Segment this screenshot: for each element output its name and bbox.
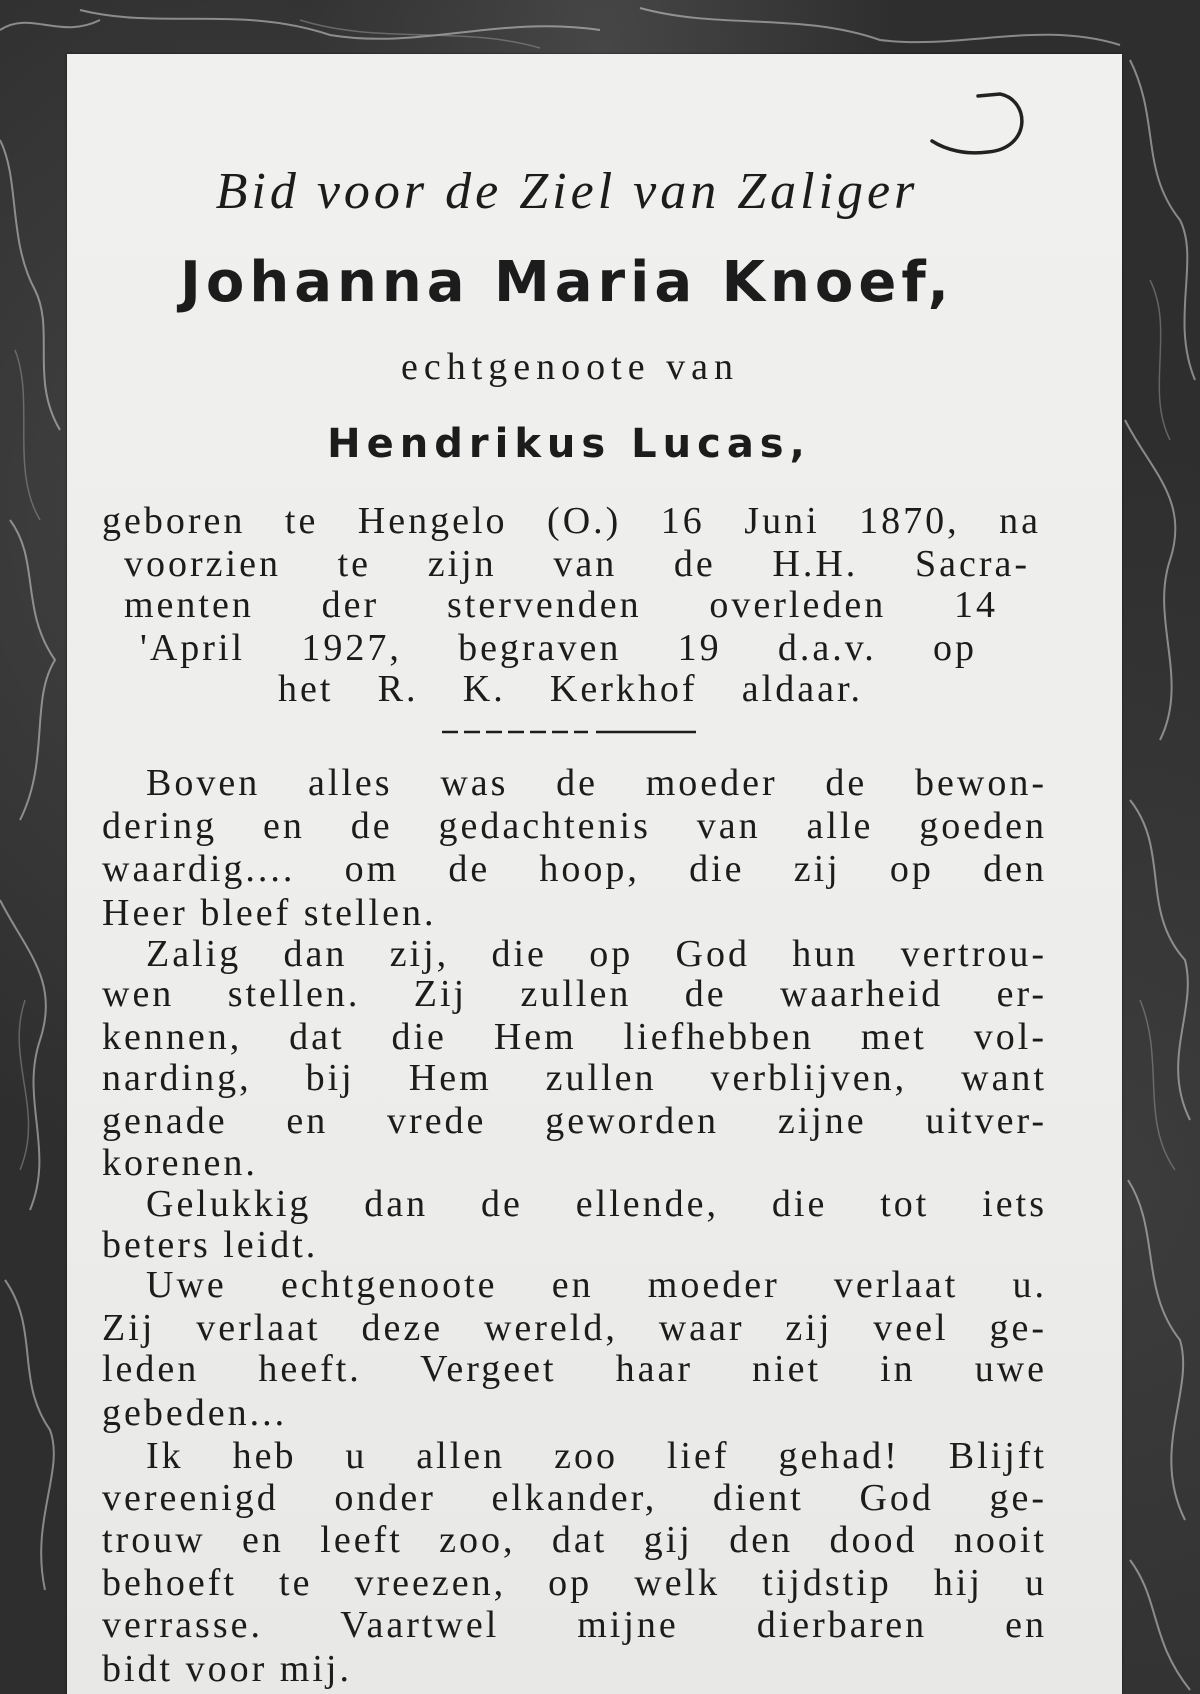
detail-line: 'April 1927, begraven 19 d.a.v. op [140, 627, 977, 669]
body-line: dering en de gedachtenis van alle goeden [102, 805, 1047, 847]
divider-rule [430, 722, 710, 742]
body-line: verrasse. Vaartwel mijne dierbaren en [102, 1604, 1047, 1646]
body-line: leden heeft. Vergeet haar niet in uwe [102, 1348, 1047, 1390]
body-line: gebeden... [102, 1392, 288, 1434]
body-line: vereenigd onder elkander, dient God ge- [102, 1477, 1047, 1519]
body-line: behoeft te vreezen, op welk tijdstip hij u [102, 1562, 1047, 1604]
detail-line: voorzien te zijn van de H.H. Sacra- [124, 543, 1030, 585]
body-line: trouw en leeft zoo, dat gij den dood nooit [102, 1519, 1047, 1561]
body-line: Heer bleef stellen. [102, 892, 437, 934]
handwritten-mark [920, 80, 1040, 170]
body-line: korenen. [102, 1142, 258, 1184]
body-line: beters leidt. [102, 1224, 319, 1266]
card-heading: Bid voor de Ziel van Zaliger [215, 163, 919, 220]
detail-line: het R. K. Kerkhof aldaar. [278, 668, 863, 710]
body-line: bidt voor mij. [102, 1648, 352, 1690]
body-line: genade en vrede geworden zijne uitver- [102, 1100, 1047, 1142]
body-line: Uwe echtgenoote en moeder verlaat u. [146, 1264, 1047, 1306]
detail-line: menten der stervenden overleden 14 [124, 584, 998, 626]
relation-text: echtgenoote van [401, 346, 739, 388]
body-line: Ik heb u allen zoo lief gehad! Blijft [146, 1435, 1047, 1477]
body-line: waardig.... om de hoop, die zij op den [102, 848, 1047, 890]
body-line: Zij verlaat deze wereld, waar zij veel ge- [102, 1307, 1047, 1349]
spouse-name: Hendrikus Lucas, [327, 421, 811, 467]
body-line: kennen, dat die Hem liefhebben met vol- [102, 1016, 1047, 1058]
body-line: Boven alles was de moeder de bewon- [146, 762, 1047, 804]
body-line: Zalig dan zij, die op God hun vertrou- [146, 933, 1047, 975]
body-line: wen stellen. Zij zullen de waarheid er- [102, 973, 1047, 1015]
body-line: narding, bij Hem zullen verblijven, want [102, 1057, 1047, 1099]
detail-line: geboren te Hengelo (O.) 16 Juni 1870, na [102, 500, 1041, 542]
body-line: Gelukkig dan de ellende, die tot iets [146, 1183, 1047, 1225]
deceased-name: Johanna Maria Knoef, [180, 250, 954, 315]
